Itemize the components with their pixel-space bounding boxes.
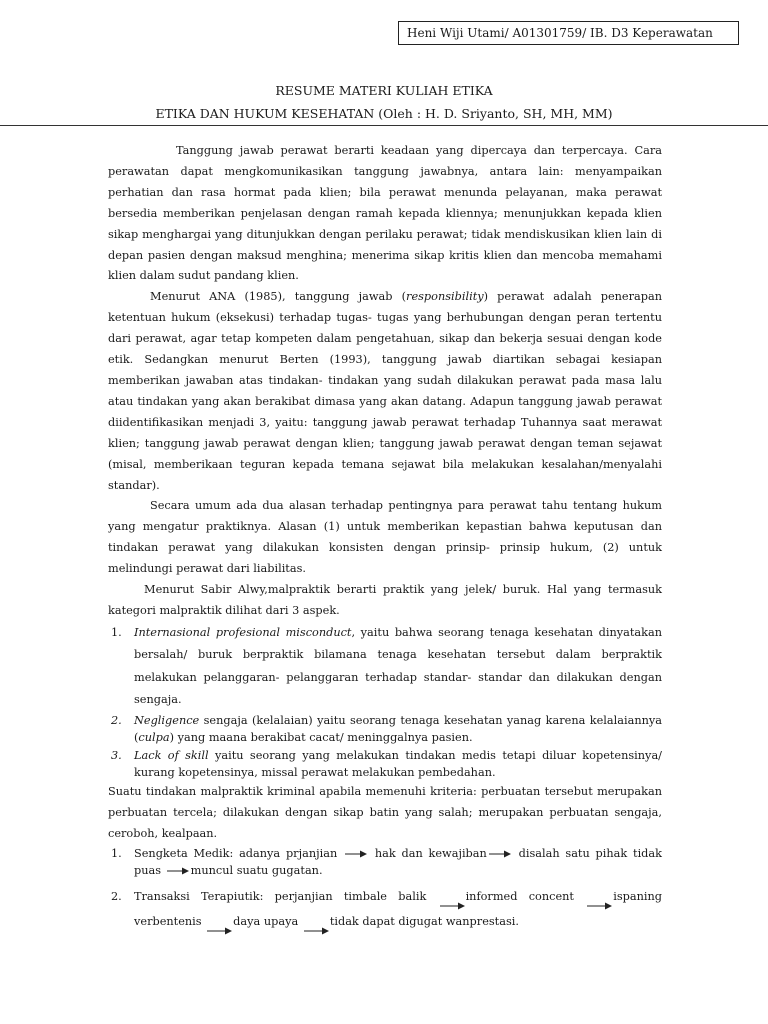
transaction-text: ispaning verbentenis (134, 889, 662, 928)
transaction-text: tidak dapat digugat wanprestasi. (329, 914, 519, 928)
dispute-text: disalah satu pihak tidak puas (134, 846, 662, 878)
paragraph-criminal-criteria: Suatu tindakan malpraktik kriminal apabila memenuhi kriteria: perbuatan tersebut merupakan perbuatan tercela; dilakukan dengan sikap batin yang salah; merupakan perbuatan sengaja, ceroboh, kealpaan. (108, 784, 662, 840)
list-item-medical-dispute (108, 845, 662, 880)
author-line: Heni Wiji Utami/ A01301759/ IB. D3 Keperawatan (407, 26, 713, 40)
list-number: 2. (111, 889, 122, 903)
aspect-term: Lack of skill (134, 748, 209, 762)
list-number: 1. (111, 625, 122, 639)
aspect-text: , yaitu bahwa seorang tenaga kesehatan dinyatakan bersalah/ buruk berpraktik bilamana tenaga kesehatan tersebut dalam berpraktik melakukan pelanggaran- pelanggaran terhadap standar- standar dan dilakukan dengan sengaja. (134, 625, 662, 707)
right-arrow-icon (585, 897, 613, 911)
aspect-text: ) yang maana berakibat cacat/ meninggalnya pasien. (169, 731, 473, 745)
document-subtitle: ETIKA DAN HUKUM KESEHATAN (Oleh : H. D. Sriyanto, SH, MH, MM) (155, 106, 613, 121)
dispute-text: muncul suatu gugatan. (190, 864, 323, 878)
list-item-aspect-1 (108, 622, 662, 712)
aspect-italic-term: culpa (138, 731, 170, 745)
dispute-text: Sengketa Medik: adanya prjanjian (134, 846, 338, 860)
list-number: 3. (111, 748, 122, 762)
document-body (108, 141, 662, 936)
list-item-aspect-2 (108, 712, 662, 747)
paragraph-ana-definition (108, 287, 662, 496)
author-box (398, 21, 739, 45)
right-arrow-icon (489, 849, 511, 859)
aspect-term: Internasional profesional misconduct (134, 625, 352, 639)
paragraph-malpractice-intro: Menurut Sabir Alwy,malpraktik berarti praktik yang jelek/ buruk. Hal yang termasuk kategori malpraktik dilihat dari 3 aspek. (108, 583, 662, 617)
aspect-text: yaitu seorang yang melakukan tindakan medis tetapi diluar kopetensinya/ kurang kopetensinya, missal perawat melakukan pembedahan. (134, 748, 662, 780)
document-title: RESUME MATERI KULIAH ETIKA (275, 83, 493, 98)
list-number: 1. (111, 846, 122, 860)
list-number: 2. (111, 713, 122, 727)
right-arrow-icon (302, 922, 330, 936)
transaction-text: Transaksi Terapiutik: perjanjian timbale balik (134, 889, 427, 903)
paragraph-responsibility: Tanggung jawab perawat berarti keadaan yang dipercaya dan terpercaya. Cara perawatan dapat mengkomunikasikan tanggung jawabnya, antara lain: menyampaikan perhatian dan rasa hormat pada klien; bila perawat menunda pelayanan, maka perawat bersedia memberikan penjelasan dengan ramah kepada kliennya; menunjukkan kepada klien sikap menghargai yang ditunjukkan dengan perilaku perawat; tidak mendiskusikan klien lain di depan pasien dengan maksud menghina; menerima sikap kritis klien dan mencoba memahami klien dalam sudut pandang klien. (108, 144, 662, 283)
paragraph-text: Menurut ANA (1985), tanggung jawab ( (150, 290, 407, 304)
right-arrow-icon (438, 897, 466, 911)
aspect-text: sengaja (kelalaian) yaitu seorang tenaga kesehatan yanag karena kelalaiannya ( (134, 713, 662, 745)
transaction-text: daya upaya (233, 914, 299, 928)
paragraph-law-reasons: Secara umum ada dua alasan terhadap pentingnya para perawat tahu tentang hukum yang mengatur praktiknya. Alasan (1) untuk memberikan kepastian bahwa keputusan dan tindakan perawat yang dilakukan konsisten dengan prinsip- prinsip hukum, (2) untuk melindungi perawat dari liabilitas. (108, 499, 662, 576)
list-item-aspect-3 (108, 747, 662, 782)
paragraph-text: ) perawat adalah penerapan ketentuan hukum (eksekusi) terhadap tugas- tugas yang berhubungan dengan peran tertentu dari perawat, agar tetap kompeten dalam pengetahuan, sikap dan bekerja sesuai dengan kode etik. Sedangkan menurut Berten (1993), tanggung jawab diartikan sebagai kesiapan memberikan jawaban atas tindakan- tindakan yang sudah dilakukan perawat pada masa lalu atau tindakan yang akan berakibat dimasa yang akan datang. Adapun tanggung jawab perawat diidentifikasikan menjadi 3, yaitu: tanggung jawab perawat terhadap Tuhannya saat merawat klien; tanggung jawab perawat dengan klien; tanggung jawab perawat dengan teman sejawat (misal, memberikaan teguran kepada temana sejawat bila melakukan kesalahan/menyalahi standar). (108, 290, 662, 492)
transaction-text: informed concent (465, 889, 574, 903)
right-arrow-icon (345, 849, 367, 859)
right-arrow-icon (205, 922, 233, 936)
dispute-text: hak dan kewajiban (374, 846, 487, 860)
list-item-therapeutic-transaction (108, 886, 662, 936)
title-divider (0, 125, 768, 126)
aspect-term: Negligence (134, 713, 200, 727)
right-arrow-icon (167, 866, 189, 876)
paragraph-italic-term: responsibility (406, 290, 484, 304)
